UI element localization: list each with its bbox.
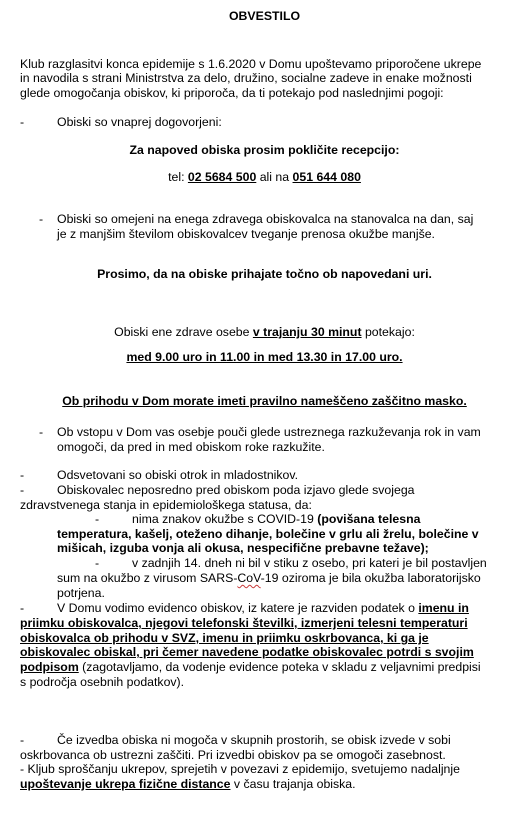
- phone-line: [0, 170, 529, 185]
- sub-bullet-dash: -: [95, 556, 100, 570]
- visit-duration-line: [0, 325, 529, 340]
- item-room-visit-line-1: Če izvedba obiska ni mogoča v skupnih prostorih, se obisk izvede v sobi: [57, 733, 451, 747]
- bullet-dash: -: [20, 468, 25, 482]
- item-visit-records-line-5: podpisom (zagotavljamo, da vodenje evidence poteka v skladu z veljavnimi predpisi: [20, 660, 481, 674]
- final-note-line-2: upoštevanje ukrepa fizične distance v času trajanja obiska.: [20, 777, 356, 791]
- sub-item-no-contact-line-3: potrjena.: [57, 586, 105, 600]
- mask-requirement: Ob prihodu v Dom morate imeti pravilno nameščeno zaščitno masko.: [62, 394, 467, 408]
- bullet-dash: -: [39, 212, 44, 226]
- item-visitor-limit-line-1: Obiski so omejeni na enega zdravega obiskovalca na stanovalca na dan, saj: [57, 212, 474, 226]
- phone-number-2[interactable]: 051 644 080: [292, 170, 361, 184]
- item-visits-arranged: Obiski so vnaprej dogovorjeni:: [57, 115, 222, 129]
- item-visit-records-line-2: priimku obiskovalca, njegovi telefonski številki, izmerjeni telesni temperaturi: [20, 616, 468, 630]
- item-visit-records-line-4: obiskovalec obiskal, pri čemer navedene podatke obiskovalec potrdi s svojim: [20, 645, 474, 659]
- bullet-dash: -: [20, 601, 25, 615]
- phone-prefix: tel:: [168, 170, 188, 184]
- duration-prefix: Obiski ene zdrave osebe: [114, 325, 253, 339]
- item-children-visits: Odsvetovani so obiski otrok in mladostnikov.: [57, 468, 299, 482]
- intro-line-1: Klub razglasitvi konca epidemije s 1.6.2020 v Domu upoštevamo priporočene ukrepe: [20, 57, 482, 71]
- bullet-dash: -: [20, 115, 25, 129]
- item-visitor-limit-line-2: je z manjšim številom obiskovalcev tveganje prenosa okužbe manjše.: [57, 227, 435, 241]
- arrive-on-time-notice: Prosimo, da na obiske prihajate točno ob napovedani uri.: [97, 267, 432, 281]
- call-reception-heading: Za napoved obiska prosim pokličite recepcijo:: [129, 143, 400, 157]
- intro-line-2: in navodila s strani Ministrstva za delo, družino, socialne zadeve in enake možnosti: [20, 71, 472, 85]
- duration-emphasis: v trajanju 30 minut: [252, 325, 362, 339]
- item-hand-disinfection-line-2: omogoči, da pred in med obiskom roke razkužite.: [57, 440, 325, 454]
- phone-middle: ali na: [256, 170, 293, 184]
- sub-item-no-symptoms-line-3: mišicah, izguba vonja ali okusa, nespecifične prebavne težave);: [57, 541, 429, 555]
- sub-bullet-dash: -: [95, 512, 100, 526]
- duration-suffix: potekajo:: [361, 325, 415, 339]
- phone-number-1[interactable]: 02 5684 500: [187, 170, 257, 184]
- item-health-statement-line-1: Obiskovalec neposredno pred obiskom poda izjavo glede svojega: [57, 483, 415, 497]
- item-health-statement-line-2: zdravstvenega stanja in epidemiološkega statusa, da:: [20, 498, 312, 512]
- final-note-line-1: - Kljub sproščanju ukrepov, sprejetih v povezavi z epidemijo, svetujemo nadaljnje: [20, 762, 460, 776]
- item-visit-records-line-3: obiskovalca ob prihodu v SVZ, imenu in priimku oskrbovanca, ki ga je: [20, 631, 429, 645]
- sub-item-no-symptoms-line-2: temperatura, kašelj, oteženo dihanje, bolečine v grlu ali žrelu, bolečine v: [57, 527, 479, 541]
- bullet-dash: -: [20, 483, 25, 497]
- sub-item-no-contact-line-2: sum na okužbo z virusom SARS-CoV-19 oziroma je bila okužba laboratorijsko: [57, 571, 481, 585]
- bullet-dash: -: [20, 733, 25, 747]
- item-room-visit-line-2: oskrbovanca ob ustrezni zaščiti. Pri izvedbi obiskov pa se omogoči zasebnost.: [20, 748, 446, 762]
- bullet-dash: -: [39, 425, 44, 439]
- item-visit-records-line-1: V Domu vodimo evidenco obiskov, iz katere je razviden podatek o imenu in: [57, 601, 469, 615]
- item-hand-disinfection-line-1: Ob vstopu v Dom vas osebje pouči glede ustreznega razkuževanja rok in vam: [57, 425, 481, 439]
- sub-item-no-symptoms-line-1: nima znakov okužbe s COVID-19 (povišana telesna: [132, 512, 421, 526]
- spellcheck-underline: CoV: [237, 571, 261, 585]
- document-title: OBVESTILO: [228, 9, 301, 23]
- item-visit-records-line-6: s področja osebnih podatkov).: [20, 675, 185, 689]
- visiting-hours: med 9.00 uro in 11.00 in med 13.30 in 17.00 uro.: [126, 350, 403, 364]
- intro-line-3: glede omogočanja obiskov, ki priporoča, da ti potekajo pod naslednjimi pogoji:: [20, 86, 444, 100]
- sub-item-no-contact-line-1: v zadnjih 14. dneh ni bil v stiku z osebo, pri kateri je bil postavljen: [132, 556, 487, 570]
